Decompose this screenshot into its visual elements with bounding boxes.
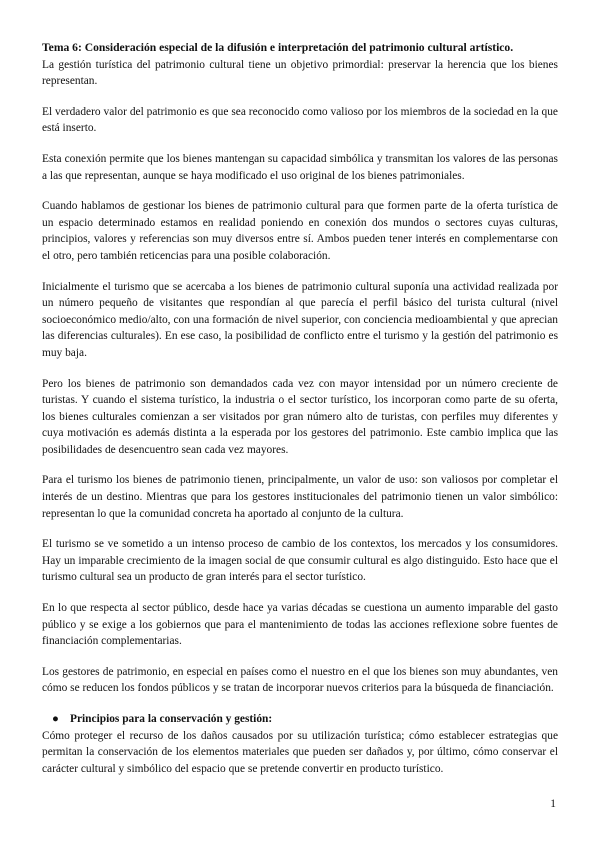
paragraph-10: Los gestores de patrimonio, en especial en países como el nuestro en el que los bienes son muy abundantes, ven cómo se reducen los fondos públicos y se tratan de incorporar nuevos criterios para la búsqueda de financiación.	[42, 665, 558, 695]
paragraph-4: Cuando hablamos de gestionar los bienes de patrimonio cultural para que formen parte de la oferta turística de un espacio determinado estamos en realidad poniendo en conexión dos mundos o sectores cuyas culturas, principios, valores y referencias son muy diversos entre sí. Ambos pueden tener interés en complementarse con el otro, pero también reticencias para una posible colaboración.	[42, 200, 558, 262]
paragraph-6: Pero los bienes de patrimonio son demandados cada vez con mayor intensidad por un número creciente de turistas. Y cuando el sistema turístico, la industria o el sector turístico, los incorporan como parte de su oferta, los bienes culturales comienzan a ser visitados por gran número alto de turistas, con perfiles muy diferentes y cuya motivación es además distinta a la esperada por los gestores del patrimonio. Este cambio implica que las posibilidades de desencuentro sean cada vez mayores.	[42, 377, 558, 456]
paragraph-2: El verdadero valor del patrimonio es que sea reconocido como valioso por los miembros de la sociedad en la que está inserto.	[42, 105, 558, 135]
document-title: Tema 6: Consideración especial de la difusión e interpretación del patrimonio cultural artístico.	[42, 41, 514, 54]
page-number: 1	[550, 798, 556, 810]
paragraph-1: La gestión turística del patrimonio cultural tiene un objetivo primordial: preservar la herencia que los bienes representan.	[42, 58, 558, 88]
closing-paragraph: Cómo proteger el recurso de los daños causados por su utilización turística; cómo establecer estrategias que permitan la conservación de los elementos materiales que pueden ser dañados y, por último, cómo conservar el carácter cultural y simbólico del espacio que se pretende convertir en producto turístico.	[42, 729, 558, 775]
bullet-heading-text: Principios para la conservación y gestión:	[70, 713, 273, 725]
paragraph-3: Esta conexión permite que los bienes mantengan su capacidad simbólica y transmitan los valores de las personas a las que representan, aunque se haya modificado el uso original de los bienes patrimoniales.	[42, 152, 558, 182]
bullet-heading	[42, 711, 558, 728]
paragraph-5: Inicialmente el turismo que se acercaba a los bienes de patrimonio cultural suponía una actividad realizada por un número pequeño de visitantes que respondían al que parecía el perfil básico del turista cultural (nivel socioeconómico medio/alto, con una formación de nivel superior, con conciencia medioambiental y que aprecian las diferencias culturales). En ese caso, la posibilidad de conflicto entre el turismo y la gestión del patrimonio es muy baja.	[42, 280, 558, 359]
bullet-dot-icon: ●	[52, 713, 59, 725]
paragraph-9: En lo que respecta al sector público, desde hace ya varias décadas se cuestiona un aumento imparable del gasto público y se exige a los gobiernos que para el mantenimiento de todas las acciones reflexione sobre fuentes de financiación complementarias.	[42, 602, 558, 648]
paragraph-8: El turismo se ve sometido a un intenso proceso de cambio de los contextos, los mercados y los consumidores. Hay un imparable crecimiento de la imagen social de que consumir cultural es algo distinguido. Esto hace que el turismo cultural sea un producto de gran interés para el sector turístico.	[42, 538, 558, 584]
paragraph-7: Para el turismo los bienes de patrimonio tienen, principalmente, un valor de uso: son valiosos por completar el interés de un destino. Mientras que para los gestores institucionales del patrimonio tienen un valor simbólico: representan lo que la comunidad concreta ha aportado al conjunto de la cultura.	[42, 474, 558, 520]
